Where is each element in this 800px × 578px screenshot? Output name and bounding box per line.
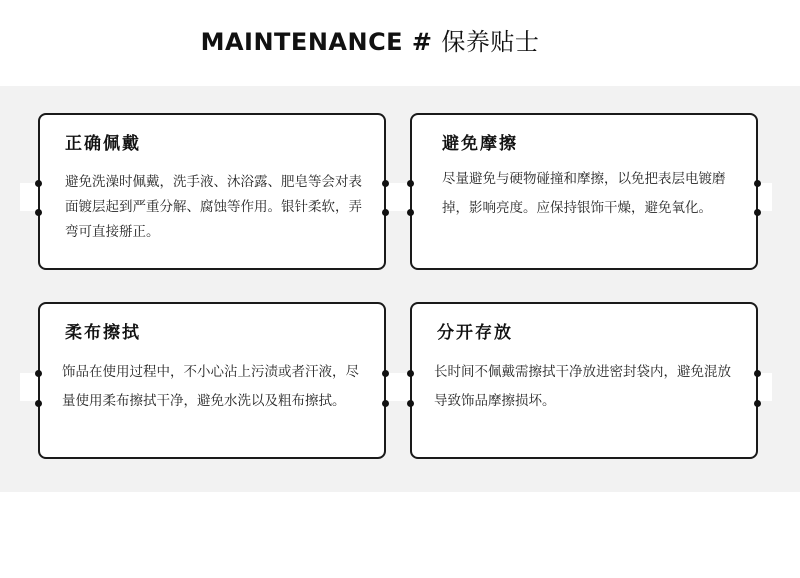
connector-dot [407,370,414,377]
page-title-chinese: 保养贴士 [441,28,540,56]
card-body: 尽量避免与硬物碰撞和摩擦，以免把表层电镀磨掉，影响亮度。应保持银饰干燥，避免氧化。 [442,171,726,216]
card-body: 避免洗澡时佩戴，洗手液、沐浴露、肥皂等会对表面镀层起到严重分解、腐蚀等作用。银针柔软，弄弯可直接掰正。 [65,174,362,240]
card-title: 避免摩擦 [442,134,518,154]
connector-dot [35,400,42,407]
card-body: 饰品在使用过程中，不小心沾上污渍或者汗液，尽量使用柔布擦拭干净，避免水洗以及粗布擦拭。 [62,364,359,409]
card-body: 长时间不佩戴需擦拭干净放进密封袋内，避免混放导致饰品摩擦损坏。 [434,364,731,409]
connector-dot [35,209,42,216]
connector-dot [754,400,761,407]
card-title: 分开存放 [437,323,513,343]
card-title: 柔布擦拭 [65,323,141,343]
connector-dot [35,370,42,377]
tip-card-avoid-friction [410,113,758,270]
connector-dot [407,400,414,407]
connector-dot [382,180,389,187]
connector-dot [754,370,761,377]
connector-dot [382,370,389,377]
page-title-english: MAINTENANCE # [200,28,433,56]
connector-dot [382,209,389,216]
tip-card-store-separately [410,302,758,459]
tip-card-wear-correctly [38,113,386,270]
page-title [0,22,740,57]
connector-dot [754,209,761,216]
card-title: 正确佩戴 [65,134,141,154]
connector-dot [754,180,761,187]
connector-dot [35,180,42,187]
connector-dot [407,180,414,187]
tip-card-soft-cloth [38,302,386,459]
connector-dot [382,400,389,407]
connector-dot [407,209,414,216]
